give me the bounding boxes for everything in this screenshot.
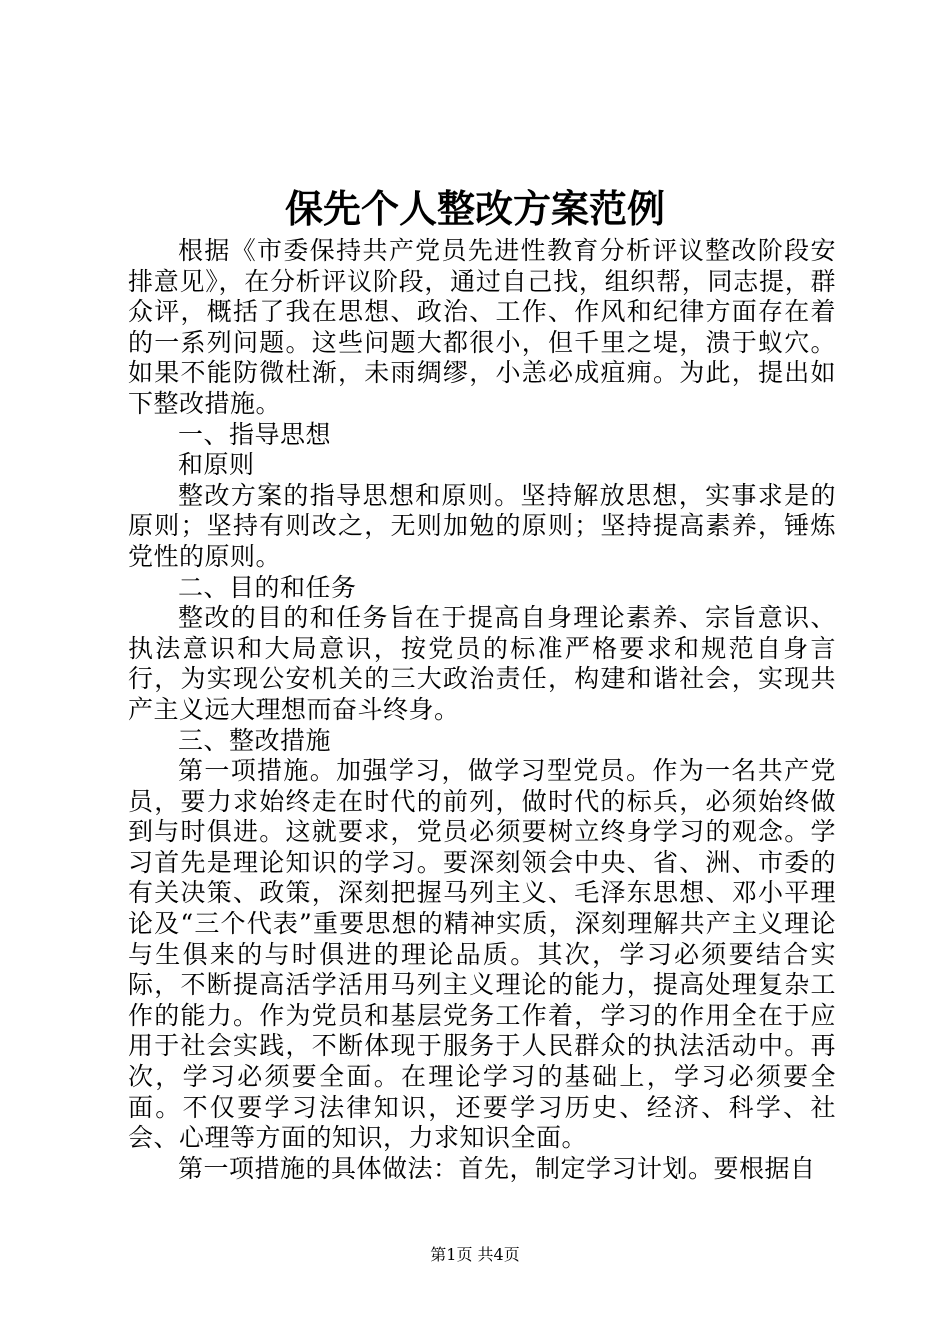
measure-one-paragraph: 第一项措施。加强学习，做学习型党员。作为一名共产党员，要力求始终走在时代的前列，做时代的标兵，必须始终做到与时俱进。这就要求，党员必须要树立终身学习的观念。学习首先是理论知识的学习。要深刻领会中央、省、洲、市委的有关决策、政策，深刻把握马列主义、毛泽东思想、邓小平理论及“三个代表”重要思想的精神实质，深刻理解共产主义理论与生俱来的与时俱进的理论品质。其次，学习必须要结合实际，不断提高活学活用马列主义理论的能力，提高处理复杂工作的能力。作为党员和基层党务工作着，学习的作用全在于应用于社会实践，不断体现于服务于人民群众的执法活动中。再次，学习必须要全面。在理论学习的基础上，学习必须要全面。不仅要学习法律知识，还要学习历史、经济、科学、社会、心理等方面的知识，力求知识全面。 [128, 756, 836, 1153]
document-body [128, 236, 836, 1184]
section-heading-goals: 二、目的和任务 [178, 572, 357, 602]
measure-one-method-paragraph: 第一项措施的具体做法：首先，制定学习计划。要根据自 [178, 1153, 816, 1183]
section-heading-guiding-thought: 一、指导思想 [178, 419, 332, 449]
principles-paragraph: 整改方案的指导思想和原则。坚持解放思想，实事求是的原则；坚持有则改之，无则加勉的原则；坚持提高素养，锤炼党性的原则。 [128, 480, 836, 571]
section-heading-measures: 三、整改措施 [178, 725, 332, 755]
section-heading-principles: 和原则 [178, 450, 255, 480]
intro-paragraph: 根据《市委保持共产党员先进性教育分析评议整改阶段安排意见》，在分析评议阶段，通过自己找，组织帮，同志提，群众评，概括了我在思想、政治、工作、作风和纪律方面存在着的一系列问题。这些问题大都很小，但千里之堤，溃于蚁穴。如果不能防微杜渐，未雨绸缪，小恙必成疽痈。为此，提出如下整改措施。 [128, 236, 836, 418]
page-number-footer: 第1页 共4页 [430, 1245, 520, 1264]
document-title: 保先个人整改方案范例 [284, 186, 665, 231]
goals-paragraph: 整改的目的和任务旨在于提高自身理论素养、宗旨意识、执法意识和大局意识，按党员的标准严格要求和规范自身言行，为实现公安机关的三大政治责任，构建和谐社会，实现共产主义远大理想而奋斗终身。 [128, 603, 836, 724]
